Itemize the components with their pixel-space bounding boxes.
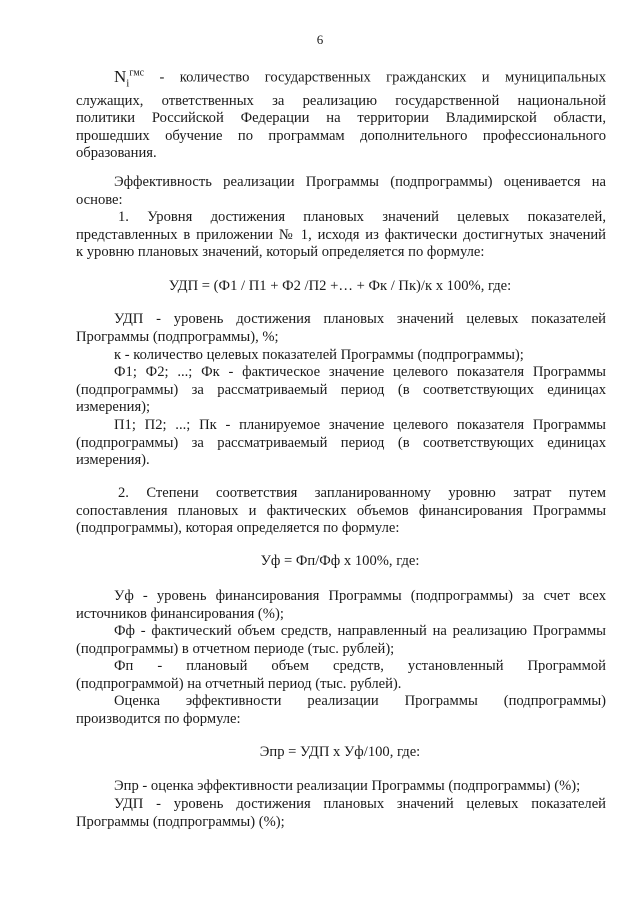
text-line: Ф1; Ф2; ...; Фк - фактическое значение целевого показателя Программы	[114, 364, 606, 380]
text-line: Программы (подпрограммы), %;	[76, 328, 279, 345]
paragraph-evaluation-intro	[76, 174, 606, 209]
formula-uf: Уф = Фп/Фф х 100%, где:	[260, 553, 420, 569]
text-line: УДП - уровень достижения плановых значений целевых показателей	[114, 796, 606, 812]
text-line: источников финансирования (%);	[76, 605, 284, 622]
text-line: представленных в приложении № 1, исходя из фактически достигнутых значений	[76, 226, 606, 243]
text-line: образования.	[76, 145, 157, 162]
formula-udp: УДП = (Ф1 / П1 + Ф2 /П2 +… + Фк / Пк)/к х 100%, где:	[168, 278, 512, 294]
text-line: (подпрограммой) на отчетный период (тыс. рублей).	[76, 675, 402, 692]
formula-epr: Эпр = УДП х Уф/100, где:	[259, 744, 421, 760]
definition-p	[76, 417, 606, 470]
page-number: 6	[316, 32, 324, 47]
text-line: (подпрограммы) за рассматриваемый период (в соответствующих единицах	[76, 381, 606, 398]
text-line: измерения).	[76, 452, 150, 469]
text-line: УДП - уровень достижения плановых значений целевых показателей	[114, 311, 606, 327]
text-line: Фф - фактический объем средств, направленный на реализацию Программы	[114, 623, 606, 639]
text-line: Эпр - оценка эффективности реализации Программы (подпрограммы) (%);	[114, 778, 581, 794]
text-line: Фп - плановый объем средств, установленный Программой	[114, 658, 606, 674]
text-line: политики Российской Федерации на территории Владимирской области,	[76, 110, 606, 127]
paragraph-criterion-1	[76, 209, 606, 262]
text-line: П1; П2; ...; Пк - планируемое значение целевого показателя Программы	[114, 417, 606, 433]
text-line: измерения);	[76, 399, 151, 416]
text-line: основе:	[76, 191, 123, 208]
text-line: 1. Уровня достижения плановых значений целевых показателей,	[118, 209, 606, 225]
definition-k	[76, 347, 606, 365]
definition-f	[76, 364, 606, 417]
text-line: (подпрограммы) в отчетном периоде (тыс. рублей);	[76, 640, 395, 657]
text-line: 2. Степени соответствия запланированному уровню затрат путем	[118, 485, 606, 501]
text-line: - количество государственных гражданских и муниципальных	[159, 69, 606, 86]
definition-udp	[76, 311, 606, 346]
paragraph-n-definition	[76, 64, 606, 163]
definition-uf	[76, 588, 606, 623]
text-line: служащих, ответственных за реализацию государственной национальной	[76, 92, 606, 109]
paragraph-efficiency	[76, 693, 606, 728]
text-line: Программы (подпрограммы) (%);	[76, 813, 285, 830]
text-line: (подпрограммы) за рассматриваемый период (в соответствующих единицах	[76, 434, 606, 451]
text-line: (подпрограммы), которая определяется по формуле:	[76, 520, 400, 537]
definition-udp-final	[76, 796, 606, 831]
text-line: сопоставления плановых и фактических объемов финансирования Программы	[76, 502, 606, 519]
text-line: производится по формуле:	[76, 710, 241, 727]
text-line: к уровню плановых значений, который определяется по формуле:	[76, 244, 485, 261]
text-line: к - количество целевых показателей Программы (подпрограммы);	[114, 347, 524, 363]
text-line: Оценка эффективности реализации Программы (подпрограммы)	[114, 693, 606, 709]
definition-ff	[76, 623, 606, 658]
text-line: Эффективность реализации Программы (подпрограммы) оценивается на	[114, 174, 606, 190]
paragraph-criterion-2	[76, 485, 606, 538]
text-line: прошедших обучение по программам дополнительного профессионального	[76, 127, 606, 144]
definition-fp	[76, 658, 606, 693]
n-symbol: $N_i^{гмс}$	[114, 66, 145, 90]
definition-epr	[76, 778, 606, 796]
text-line: Уф - уровень финансирования Программы (подпрограммы) за счет всех	[114, 588, 606, 604]
